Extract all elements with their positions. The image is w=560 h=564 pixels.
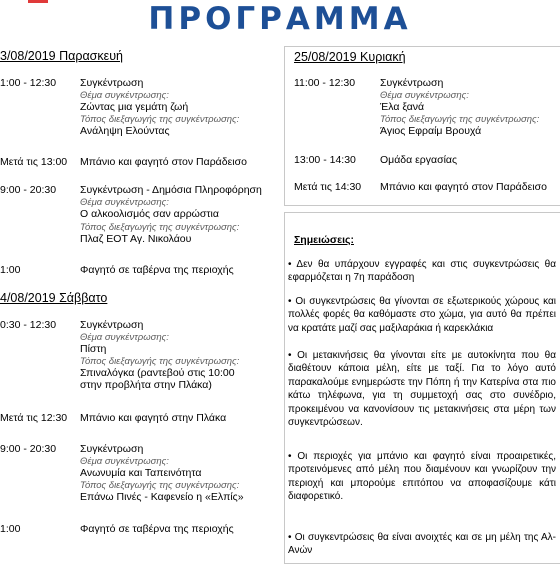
- fri-event-3-topic-label: Θέμα συγκέντρωσης:: [80, 197, 169, 208]
- sat-event-1-topic-label: Θέμα συγκέντρωσης:: [80, 332, 169, 343]
- sat-event-3-time: 9:00 - 20:30: [0, 443, 57, 455]
- fri-event-4-title: Φαγητό σε ταβέρνα της περιοχής: [80, 264, 234, 276]
- note-2: • Οι συγκεντρώσεις θα γίνονται σε εξωτερικούς χώρους και πολλές φορές θα καθόμαστε στο χώμα, για αυτό θα πρέπει να κρατάτε μαζί σας μαξιλαράκια ή καρεκλάκια: [288, 296, 556, 334]
- sun-event-1-title: Συγκέντρωση: [380, 77, 444, 89]
- fri-event-2-time: [0, 156, 67, 168]
- fri-event-3-title: Συγκέντρωση - Δημόσια Πληροφόρηση: [80, 184, 262, 196]
- note-4: • Οι περιοχές για μπάνιο και φαγητό είναι προαιρετικές, προτεινόμενες από μέλη που διαμένουν και γνωρίζουν την περιοχή και μπορούμε επιτόπου να αποφασίζουμε κάτι διαφορετικό.: [288, 451, 556, 503]
- fri-event-1-place: Ανάληψη Ελούντας: [80, 125, 170, 137]
- sat-event-1-title: Συγκέντρωση: [80, 319, 144, 331]
- notes-title: Σημειώσεις:: [294, 234, 354, 246]
- sun-event-1-time: 11:00 - 12:30: [294, 77, 356, 89]
- sun-event-1-topic-label: Θέμα συγκέντρωσης:: [380, 90, 469, 101]
- fri-event-4-time: 1:00: [0, 264, 21, 276]
- fri-event-3-place: Πλαζ ΕΟΤ Αγ. Νικολάου: [80, 233, 192, 245]
- sat-event-4-title: Φαγητό σε ταβέρνα της περιοχής: [80, 523, 234, 535]
- sat-event-1-place-line-1: Σπιναλόγκα (ραντεβού στις 10:00: [80, 367, 235, 379]
- left-column: [0, 0, 272, 560]
- right-panel: [284, 46, 560, 560]
- sat-event-1-place-line-2: στην προβλήτα στην Πλάκα): [80, 379, 212, 391]
- sun-event-3-time: Μετά τις 14:30: [294, 181, 362, 193]
- fri-event-2-title: Μπάνιο και φαγητό στον Παράδεισο: [80, 156, 247, 168]
- fri-event-1-topic: Ζώντας μια γεμάτη ζωή: [80, 101, 189, 113]
- fri-event-1-topic-label: Θέμα συγκέντρωσης:: [80, 90, 169, 101]
- note-5: • Οι συγκεντρώσεις θα είναι ανοιχτές και σε μη μέλη της Αλ-Ανών: [288, 532, 556, 557]
- sun-event-2-time: 13:00 - 14:30: [294, 154, 356, 166]
- sat-event-1-topic: Πίστη: [80, 343, 107, 355]
- fri-event-1-time: 1:00 - 12:30: [0, 77, 57, 89]
- day-header-saturday: 4/08/2019 Σάββατο: [0, 291, 108, 305]
- note-1: • Δεν θα υπάρχουν εγγραφές και στις συγκεντρώσεις θα εφαρμόζεται η 7η παράδοση: [288, 259, 556, 284]
- fri-event-3-topic: Ο αλκοολισμός σαν αρρώστια: [80, 208, 219, 220]
- sat-event-3-title: Συγκέντρωση: [80, 443, 144, 455]
- sun-event-1-place-label: Τόπος διεξαγωγής της συγκέντρωσης:: [380, 114, 540, 125]
- day-header-sunday: 25/08/2019 Κυριακή: [294, 50, 406, 64]
- page-title: ΠΡΟΓΡΑΜΜΑ: [148, 1, 412, 37]
- fri-event-2-time-text: Μετά τις 13:00: [0, 156, 68, 168]
- sat-event-2-title: Μπάνιο και φαγητό στην Πλάκα: [80, 412, 227, 424]
- fri-event-1-place-label: Τόπος διεξαγωγής της συγκέντρωσης:: [80, 114, 240, 125]
- sat-event-1-time: 0:30 - 12:30: [0, 319, 57, 331]
- sun-event-1-topic: Έλα ξανά: [380, 101, 425, 113]
- fri-event-1-title: Συγκέντρωση: [80, 77, 144, 89]
- sat-event-4-time: 1:00: [0, 523, 21, 535]
- fri-event-3-time: 9:00 - 20:30: [0, 184, 57, 196]
- fri-event-3-place-label: Τόπος διεξαγωγής της συγκέντρωσης:: [80, 222, 240, 233]
- sat-event-1-place-label: Τόπος διεξαγωγής της συγκέντρωσης:: [80, 356, 240, 367]
- sat-event-3-topic: Ανωνυμία και Ταπεινότητα: [80, 467, 202, 479]
- day-header-friday: 3/08/2019 Παρασκευή: [0, 49, 123, 63]
- sat-event-3-place-label: Τόπος διεξαγωγής της συγκέντρωσης:: [80, 480, 240, 491]
- sat-event-3-topic-label: Θέμα συγκέντρωσης:: [80, 456, 169, 467]
- sat-event-3-place: Επάνω Πινές - Καφενείο η «Ελπίς»: [80, 491, 244, 503]
- sun-event-2-title: Ομάδα εργασίας: [380, 154, 458, 166]
- sun-event-1-place: Άγιος Εφραίμ Βρουχά: [380, 125, 482, 137]
- note-3: • Οι μετακινήσεις θα γίνονται είτε με αυτοκίνητα που θα διαθέτουν κάποια μέλη, είτε με ταξί. Για το λόγο αυτό παρακαλούμε ενημερώστε την Πόπη ή την Κατερίνα στα πιο κάτω τηλέφωνα, για τη συμμετοχή σας στο συνέδριο, προκειμένου να κανονίσουν τις μετακινήσεις στα μέρη των συγκεντρώσεων.: [288, 350, 556, 429]
- sun-event-3-title: Μπάνιο και φαγητό στον Παράδεισο: [380, 181, 547, 193]
- sat-event-2-time: Μετά τις 12:30: [0, 412, 68, 424]
